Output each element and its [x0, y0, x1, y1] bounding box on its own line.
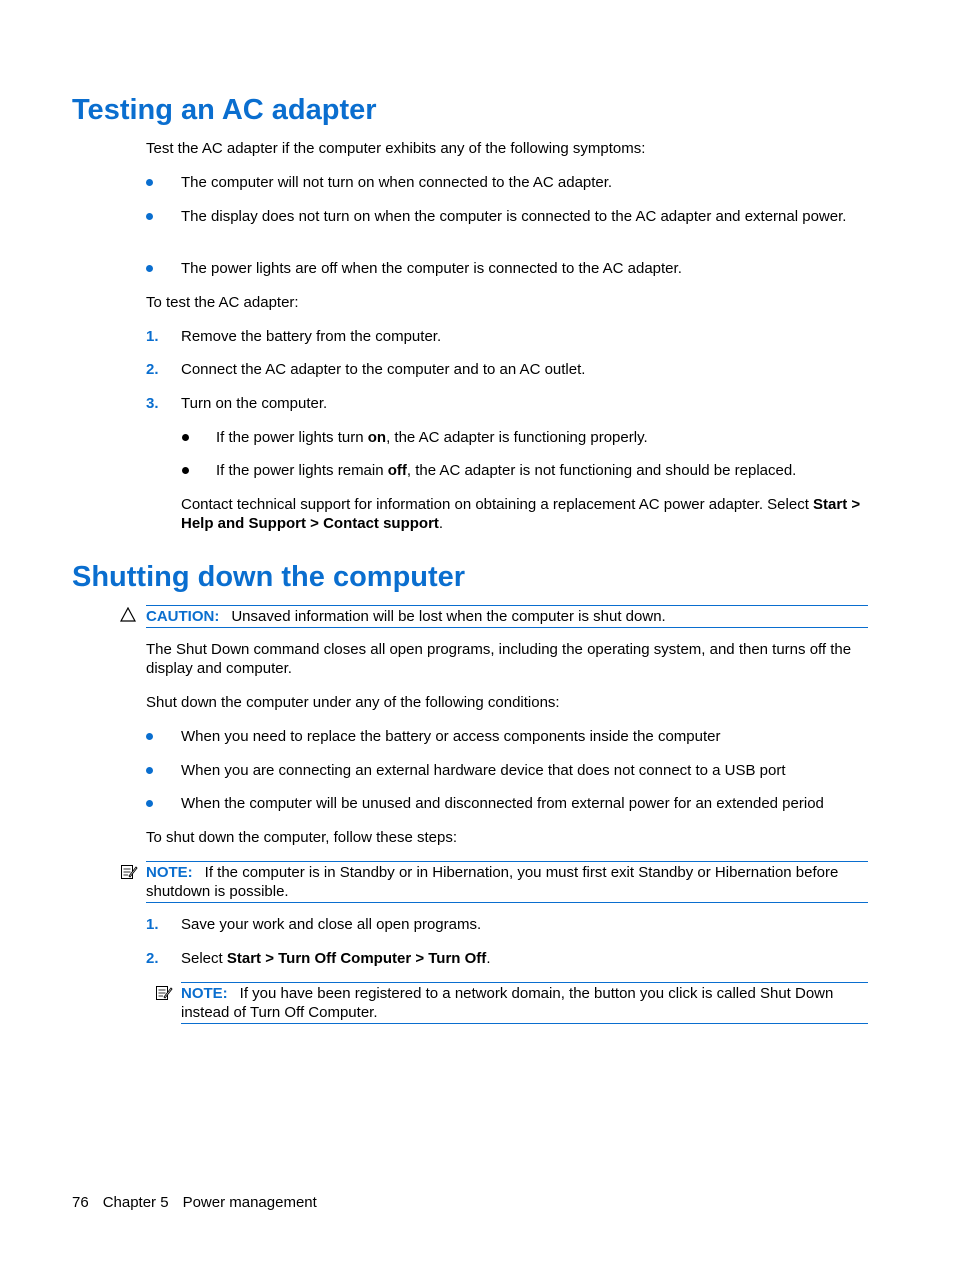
page-number: 76	[72, 1194, 89, 1211]
contact-support-text: Contact technical support for information on obtaining a replacement AC power adapter. Select Start > Help and Support > Contact support.	[181, 496, 861, 532]
note-callout-inset	[181, 982, 868, 1024]
chapter-label: Chapter 5	[102, 1194, 169, 1211]
sub-list-item-text: If the power lights remain off, the AC adapter is not functioning and should be replaced.	[216, 462, 797, 479]
list-item-text: The computer will not turn on when connected to the AC adapter.	[181, 174, 613, 191]
note-pad-icon	[120, 863, 138, 881]
step-text: Remove the battery from the computer.	[181, 328, 442, 345]
bullet-icon	[146, 213, 153, 220]
bullet-icon	[182, 434, 189, 441]
symptoms-intro: Test the AC adapter if the computer exhibits any of the following symptoms:	[146, 140, 646, 157]
conditions-intro: Shut down the computer under any of the following conditions:	[146, 694, 560, 711]
bullet-icon	[146, 265, 153, 272]
note-callout	[146, 861, 868, 903]
step-number: 1.	[146, 328, 159, 345]
chapter-title: Power management	[182, 1194, 317, 1211]
bullet-icon	[146, 800, 153, 807]
bullet-icon	[182, 467, 189, 474]
note-text: If the computer is in Standby or in Hibernation, you must first exit Standby or Hibernation before shutdown is possible.	[146, 864, 839, 900]
step-number: 2.	[146, 950, 159, 967]
caution-label: CAUTION:	[146, 608, 220, 625]
list-item-text: The power lights are off when the computer is connected to the AC adapter.	[181, 260, 682, 277]
step-number: 2.	[146, 361, 159, 378]
step-text: Turn on the computer.	[181, 395, 328, 412]
sub-list-item-text: If the power lights turn on, the AC adapter is functioning properly.	[216, 429, 648, 446]
bullet-icon	[146, 179, 153, 186]
note-label: NOTE:	[146, 864, 193, 881]
bullet-icon	[146, 767, 153, 774]
list-item-text: The display does not turn on when the computer is connected to the AC adapter and external power.	[181, 208, 847, 225]
note-text: If you have been registered to a network domain, the button you click is called Shut Down instead of Turn Off Computer.	[181, 985, 834, 1021]
list-item-text: When you are connecting an external hardware device that does not connect to a USB port	[181, 762, 786, 779]
list-item-text: When the computer will be unused and disconnected from external power for an extended period	[181, 795, 824, 812]
note-label: NOTE:	[181, 985, 228, 1002]
shutdown-description: The Shut Down command closes all open programs, including the operating system, and then turns off the display and computer.	[146, 641, 852, 677]
caution-text: Unsaved information will be lost when the computer is shut down.	[231, 608, 666, 625]
bullet-icon	[146, 733, 153, 740]
note-pad-icon	[155, 984, 173, 1002]
steps-intro: To shut down the computer, follow these steps:	[146, 829, 458, 846]
section-title-shutting-down: Shutting down the computer	[72, 561, 466, 593]
list-item-text: When you need to replace the battery or access components inside the computer	[181, 728, 721, 745]
step-number: 1.	[146, 916, 159, 933]
section-title-testing-ac-adapter: Testing an AC adapter	[72, 94, 377, 126]
step-text: Save your work and close all open programs.	[181, 916, 482, 933]
page-footer	[72, 1193, 331, 1212]
caution-callout	[146, 605, 868, 628]
step-number: 3.	[146, 395, 159, 412]
warning-triangle-icon	[120, 607, 136, 622]
test-intro: To test the AC adapter:	[146, 294, 299, 311]
step-text: Connect the AC adapter to the computer and to an AC outlet.	[181, 361, 586, 378]
step-text: Select Start > Turn Off Computer > Turn Off.	[181, 950, 491, 967]
